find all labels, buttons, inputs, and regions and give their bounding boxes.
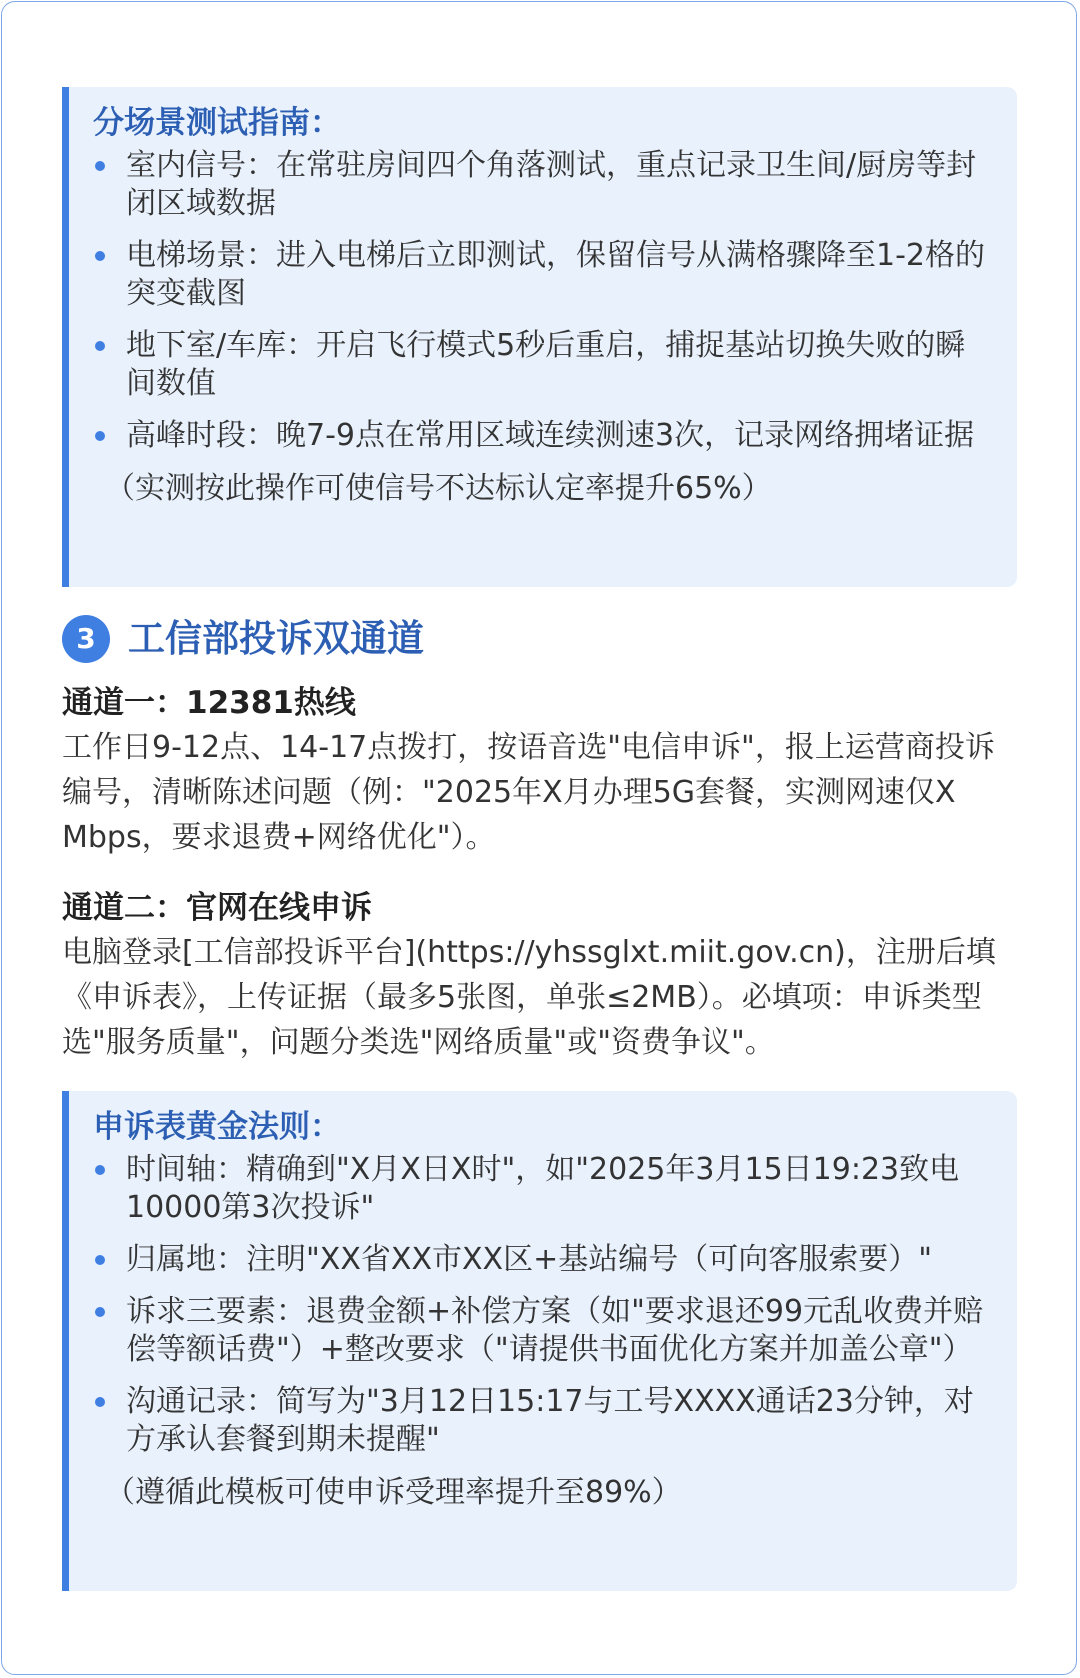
channel-one-title: 通道一：12381热线: [62, 685, 356, 721]
golden-rules-list: [93, 1151, 991, 1459]
channel-one-body: 工作日9-12点、14-17点拨打，按语音选"电信申诉"，报上运营商投诉编号，清晰陈述问题（例："2025年X月办理5G套餐，实测网速仅X Mbps，要求退费+网络优化"）。: [62, 730, 995, 855]
scene-guide-list: [93, 147, 991, 455]
list-item-text: 诉求三要素：退费金额+补偿方案（如"要求退还99元乱收费并赔偿等额话费"）+整改要求（"请提供书面优化方案并加盖公章"）: [126, 1294, 984, 1367]
list-item-text: 电梯场景：进入电梯后立即测试，保留信号从满格骤降至1-2格的突变截图: [126, 238, 985, 311]
channel-one: [62, 681, 1022, 860]
bullet-dot-icon: [95, 1255, 105, 1265]
bullet-dot-icon: [95, 341, 105, 351]
bullet-dot-icon: [95, 1307, 105, 1317]
bullet-dot-icon: [95, 1397, 105, 1407]
bullet-dot-icon: [95, 431, 105, 441]
section-title: 工信部投诉双通道: [128, 617, 424, 660]
list-item-text: 时间轴：精确到"X月X日X时"，如"2025年3月15日19:23致电10000第3次投诉": [126, 1152, 960, 1225]
channel-two-title: 通道二：官网在线申诉: [62, 890, 372, 926]
list-item-text: 归属地：注明"XX省XX市XX区+基站编号（可向客服索要）": [126, 1242, 933, 1277]
list-item: [93, 237, 991, 313]
list-item: [93, 147, 991, 223]
section-number-badge: 3: [62, 615, 110, 663]
golden-rules-note: （遵循此模板可使申诉受理率提升至89%）: [105, 1475, 682, 1510]
list-item-text: 高峰时段：晚7-9点在常用区域连续测速3次，记录网络拥堵证据: [126, 418, 975, 453]
golden-rules-callout: [62, 1091, 1017, 1591]
list-item: [93, 1241, 991, 1279]
list-item: [93, 1151, 991, 1227]
list-item-text: 地下室/车库：开启飞行模式5秒后重启，捕捉基站切换失败的瞬间数值: [126, 328, 966, 401]
golden-rules-title: 申诉表黄金法则：: [93, 1109, 341, 1145]
list-item: [93, 327, 991, 403]
bullet-dot-icon: [95, 251, 105, 261]
channel-two: [62, 886, 1022, 1065]
channel-two-body: 电脑登录[工信部投诉平台](https://yhssglxt.miit.gov.cn)，注册后填《申诉表》，上传证据（最多5张图，单张≤2MB）。必填项：申诉类型选"服务质量"，问题分类选"网络质量"或"资费争议"。: [62, 935, 996, 1060]
list-item: [93, 417, 991, 455]
scene-guide-title: 分场景测试指南：: [93, 105, 341, 141]
scene-guide-note: （实测按此操作可使信号不达标认定率提升65%）: [105, 471, 772, 506]
bullet-dot-icon: [95, 1165, 105, 1175]
list-item-text: 沟通记录：简写为"3月12日15:17与工号XXXX通话23分钟，对方承认套餐到期未提醒": [126, 1384, 974, 1457]
scene-guide-callout: [62, 87, 1017, 587]
list-item: [93, 1293, 991, 1369]
bullet-dot-icon: [95, 161, 105, 171]
list-item: [93, 1383, 991, 1459]
list-item-text: 室内信号：在常驻房间四个角落测试，重点记录卫生间/厨房等封闭区域数据: [126, 148, 977, 221]
